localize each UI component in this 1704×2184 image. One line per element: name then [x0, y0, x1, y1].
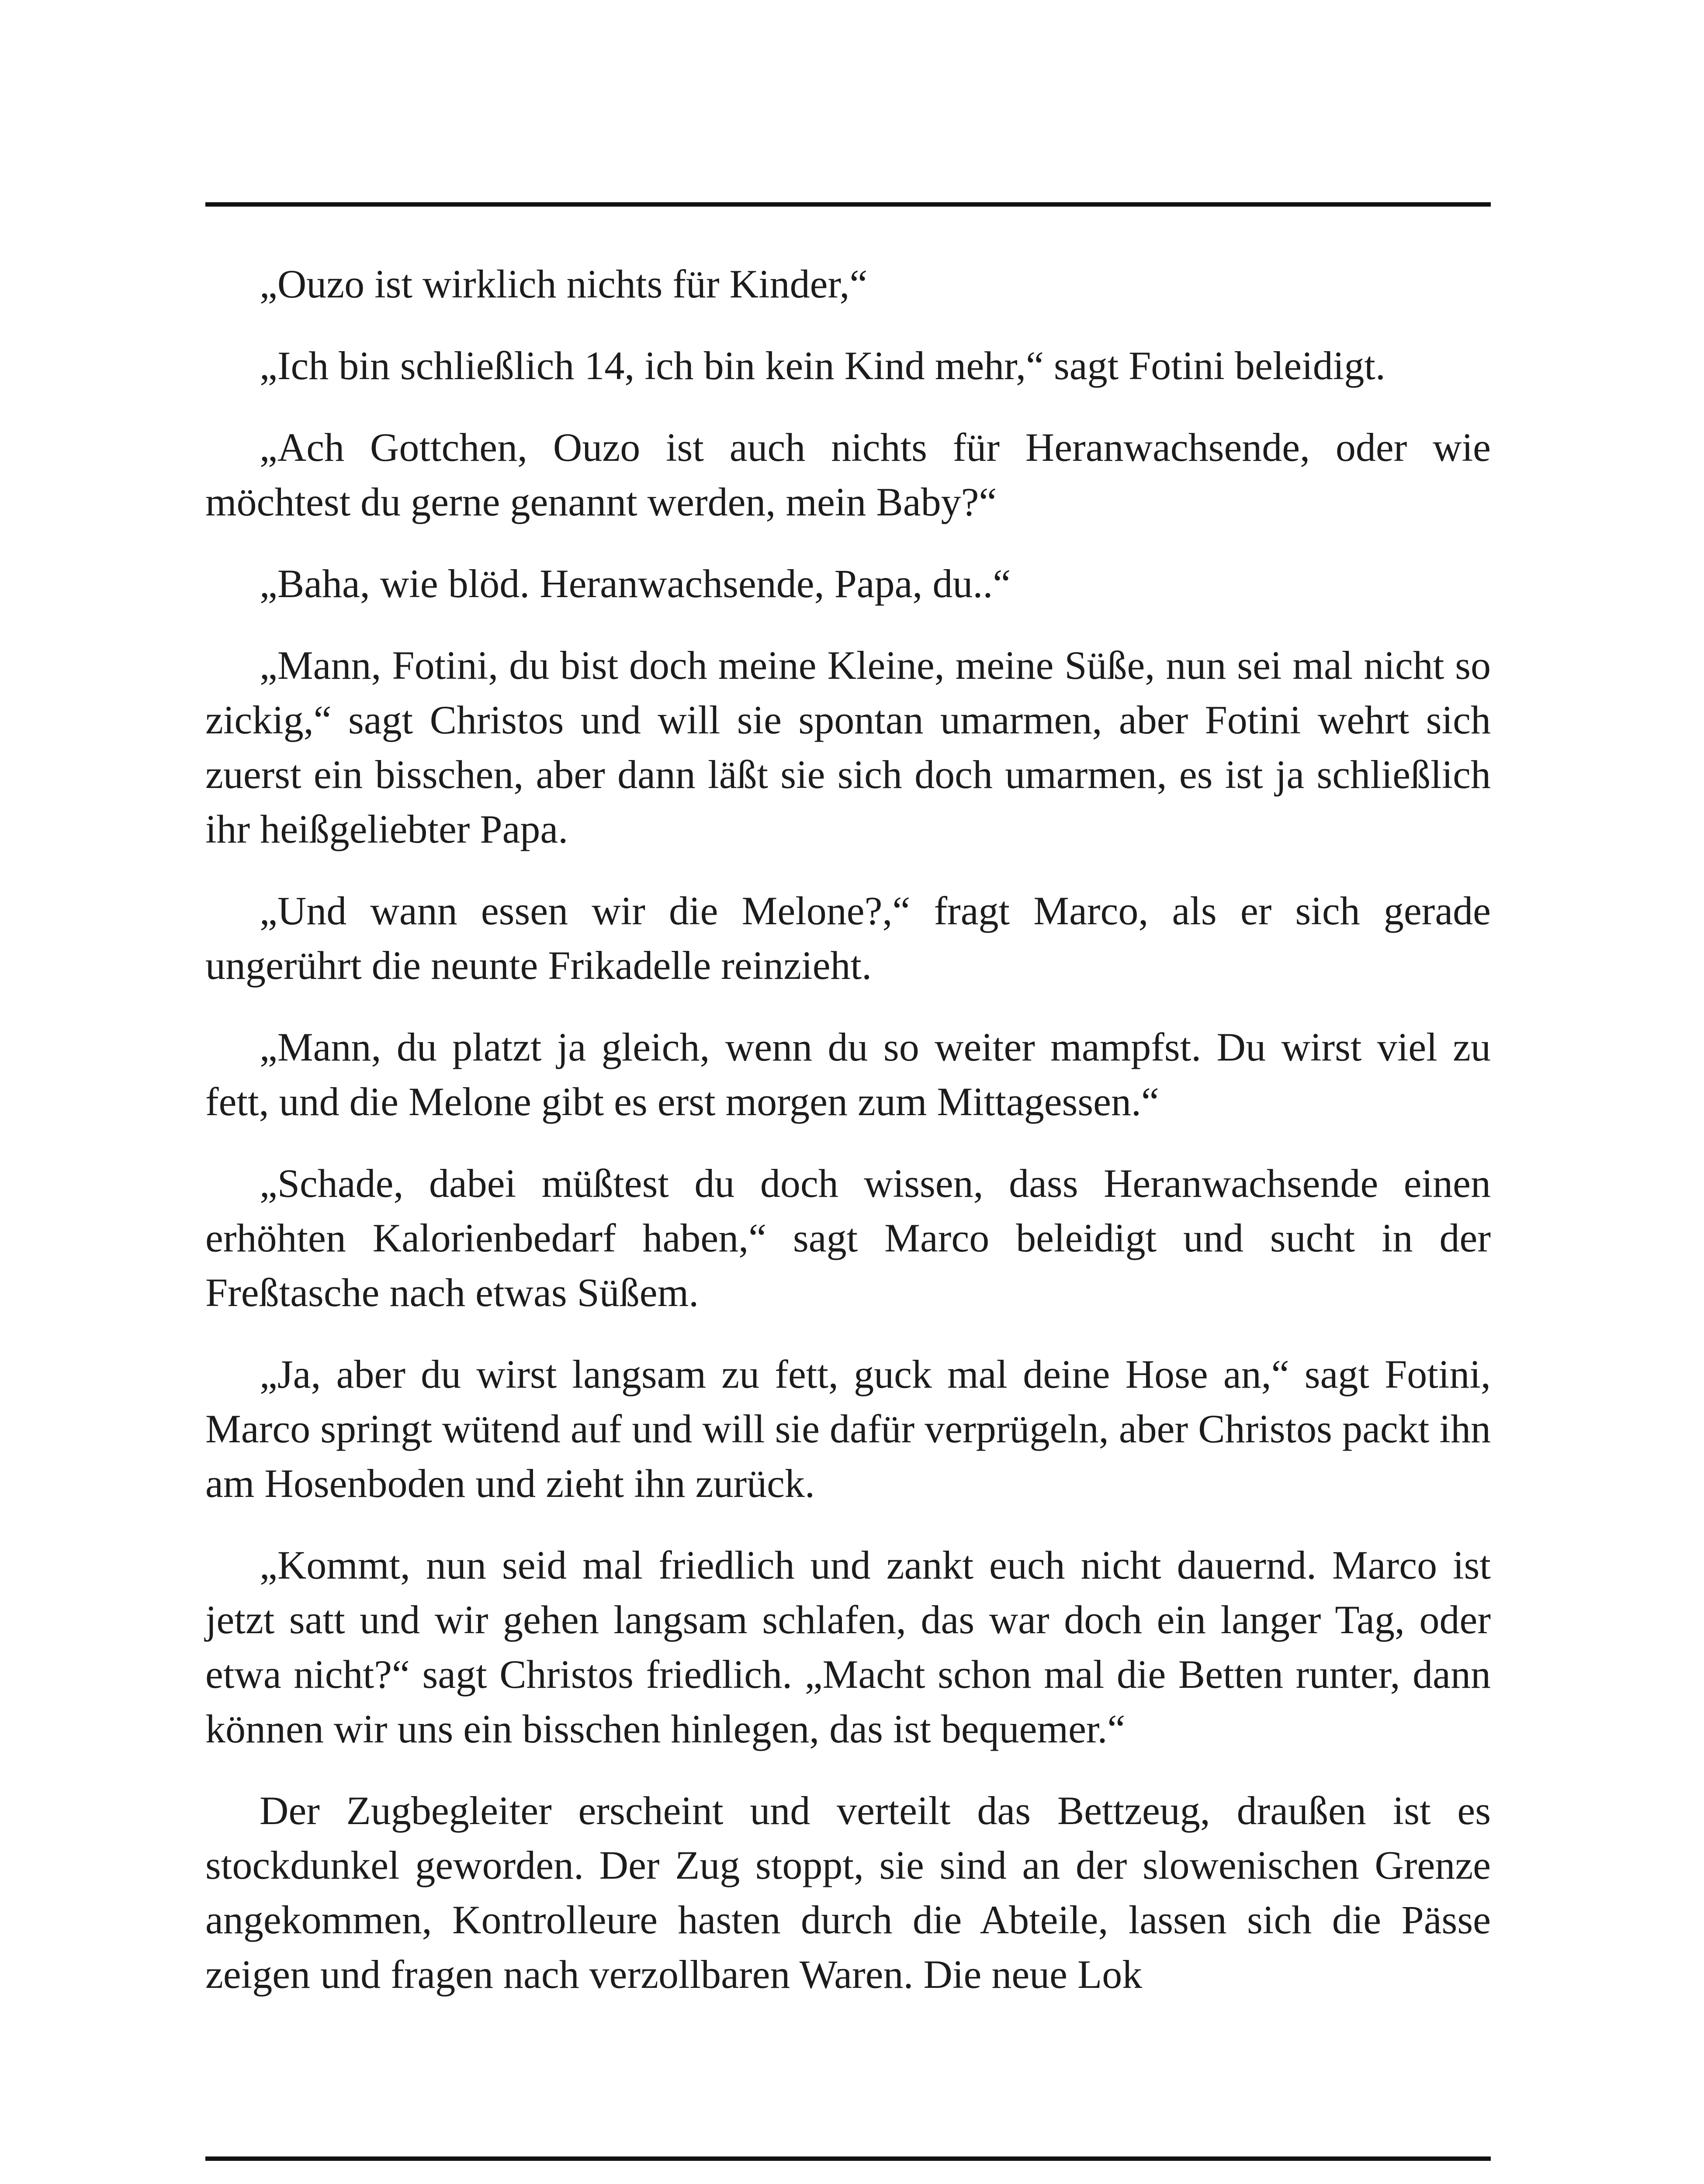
header-rule — [205, 202, 1491, 207]
paragraph: „Ach Gottchen, Ouzo ist auch nichts für Heranwachsende, oder wie möchtest du gerne genannt werden, mein Baby?“ — [205, 425, 1491, 524]
paragraph: „Ja, aber du wirst langsam zu fett, guck mal deine Hose an,“ sagt Fotini, Marco springt wütend auf und will sie dafür verprügeln, aber Christos packt ihn am Hosenboden und zieht ihn zurück. — [205, 1352, 1491, 1506]
paragraph: „Baha, wie blöd. Heranwachsende, Papa, du..“ — [260, 561, 1011, 606]
paragraph: „Mann, du platzt ja gleich, wenn du so weiter mampfst. Du wirst viel zu fett, und die Melone gibt es erst morgen zum Mittagessen.“ — [205, 1025, 1491, 1124]
body-text — [205, 257, 1491, 2029]
paragraph: Der Zugbegleiter erscheint und verteilt das Bettzeug, draußen ist es stockdunkel geworden. Der Zug stoppt, sie sind an der slowenischen Grenze angekommen, Kontrolleure hasten durch die Abteile, lassen sich die Pässe zeigen und fragen nach verzollbaren Waren. Die neue Lok — [205, 1788, 1491, 1997]
paragraph: „Ouzo ist wirklich nichts für Kinder,“ — [260, 262, 868, 306]
paragraph: „Ich bin schließlich 14, ich bin kein Kind mehr,“ sagt Fotini beleidigt. — [260, 343, 1385, 388]
footer-rule — [205, 2156, 1491, 2161]
paragraph: „Schade, dabei müßtest du doch wissen, dass Heranwachsende einen erhöhten Kalorienbedarf haben,“ sagt Marco beleidigt und sucht in der Freßtasche nach etwas Süßem. — [205, 1161, 1491, 1315]
paragraph: „Und wann essen wir die Melone?,“ fragt Marco, als er sich gerade ungerührt die neunte Frikadelle reinzieht. — [205, 888, 1491, 988]
paragraph: „Kommt, nun seid mal friedlich und zankt euch nicht dauernd. Marco ist jetzt satt und wir gehen langsam schlafen, das war doch ein langer Tag, oder etwa nicht?“ sagt Christos friedlich. „Macht schon mal die Betten runter, dann können wir uns ein bisschen hinlegen, das ist bequemer.“ — [205, 1543, 1491, 1751]
paragraph: „Mann, Fotini, du bist doch meine Kleine, meine Süße, nun sei mal nicht so zickig,“ sagt Christos und will sie spontan umarmen, aber Fotini wehrt sich zuerst ein bisschen, aber dann läßt sie sich doch umarmen, es ist ja schließlich ihr heißgeliebter Papa. — [205, 643, 1491, 851]
